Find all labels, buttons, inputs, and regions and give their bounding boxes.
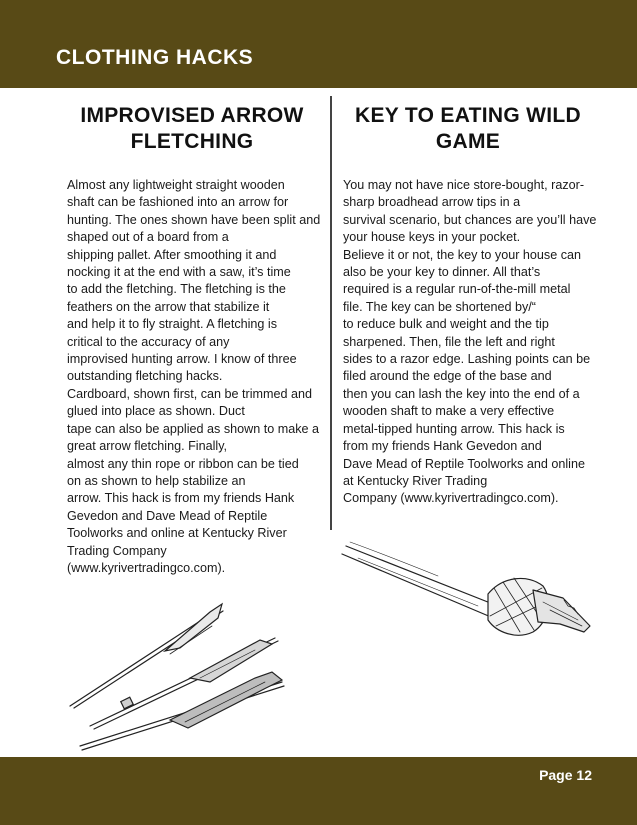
footer-band xyxy=(0,757,637,825)
body-line: then you can lash the key into the end of a xyxy=(343,386,580,401)
body-line: Toolworks and online at Kentucky River xyxy=(67,526,287,541)
body-line: shaft can be fashioned into an arrow for xyxy=(67,195,289,210)
left-article-title xyxy=(66,103,318,155)
body-line: Cardboard, shown first, can be trimmed and xyxy=(67,386,312,401)
body-line: on as shown to help stabilize an xyxy=(67,473,246,488)
right-title-line-1: KEY TO EATING WILD xyxy=(355,104,581,127)
body-line: critical to the accuracy of any xyxy=(67,334,230,349)
key-tipped-arrow-illustration xyxy=(338,528,598,678)
section-title: CLOTHING HACKS xyxy=(56,46,254,69)
page-number: Page 12 xyxy=(539,767,592,783)
body-line: and help it to fly straight. A fletching is xyxy=(67,317,278,332)
right-article-title xyxy=(342,103,594,155)
body-line: great arrow fletching. Finally, xyxy=(67,439,228,454)
column-divider xyxy=(330,96,332,530)
fletched-arrows-illustration xyxy=(60,596,300,752)
body-line: at Kentucky River Trading xyxy=(343,473,488,488)
body-line: sides to a razor edge. Lashing points can be xyxy=(343,352,591,367)
body-line: (www.kyrivertradingco.com). xyxy=(67,560,226,575)
body-line: Company (www.kyrivertradingco.com). xyxy=(343,491,559,506)
body-line: hunting. The ones shown have been split and xyxy=(67,212,321,227)
body-line: your house keys in your pocket. xyxy=(343,230,521,245)
body-line: almost any thin rope or ribbon can be tied xyxy=(67,456,299,471)
body-line: glued into place as shown. Duct xyxy=(67,404,245,419)
body-line: wooden shaft to make a very effective xyxy=(343,404,555,419)
body-line: Almost any lightweight straight wooden xyxy=(67,178,285,192)
body-line: shipping pallet. After smoothing it and xyxy=(67,247,277,262)
body-line: to reduce bulk and weight and the tip xyxy=(343,317,549,332)
body-line: sharp broadhead arrow tips in a xyxy=(343,195,521,210)
body-line: improvised hunting arrow. I know of three xyxy=(67,352,297,367)
body-line: Trading Company xyxy=(67,543,167,558)
body-line: to add the fletching. The fletching is the xyxy=(67,282,286,297)
right-article-body xyxy=(343,177,595,508)
body-line: You may not have nice store-bought, razor- xyxy=(343,178,585,192)
body-line: feathers on the arrow that stabilize it xyxy=(67,299,270,314)
body-line: survival scenario, but chances are you’ll have xyxy=(343,212,597,227)
body-line: Dave Mead of Reptile Toolworks and online xyxy=(343,456,585,471)
body-line: also be your key to dinner. All that’s xyxy=(343,265,541,280)
body-line: file. The key can be shortened by/“ xyxy=(343,299,536,314)
right-title-line-2: GAME xyxy=(435,130,501,153)
left-title-line-2: FLETCHING xyxy=(130,130,254,153)
body-line: Gevedon and Dave Mead of Reptile xyxy=(67,508,268,523)
body-line: outstanding fletching hacks. xyxy=(67,369,223,384)
body-line: from my friends Hank Gevedon and xyxy=(343,439,542,454)
header-band xyxy=(0,0,637,88)
body-line: required is a regular run-of-the-mill metal xyxy=(343,282,571,297)
body-line: tape can also be applied as shown to make a xyxy=(67,421,320,436)
body-line: shaped out of a board from a xyxy=(67,230,229,245)
left-article-body xyxy=(67,177,323,577)
body-line: sharpened. Then, file the left and right xyxy=(343,334,555,349)
left-title-line-1: IMPROVISED ARROW xyxy=(80,104,304,127)
body-line: arrow. This hack is from my friends Hank xyxy=(67,491,295,506)
body-line: nocking it at the end with a saw, it’s time xyxy=(67,265,291,280)
body-line: metal-tipped hunting arrow. This hack is xyxy=(343,421,565,436)
body-line: filed around the edge of the base and xyxy=(343,369,552,384)
body-line: Believe it or not, the key to your house can xyxy=(343,247,582,262)
